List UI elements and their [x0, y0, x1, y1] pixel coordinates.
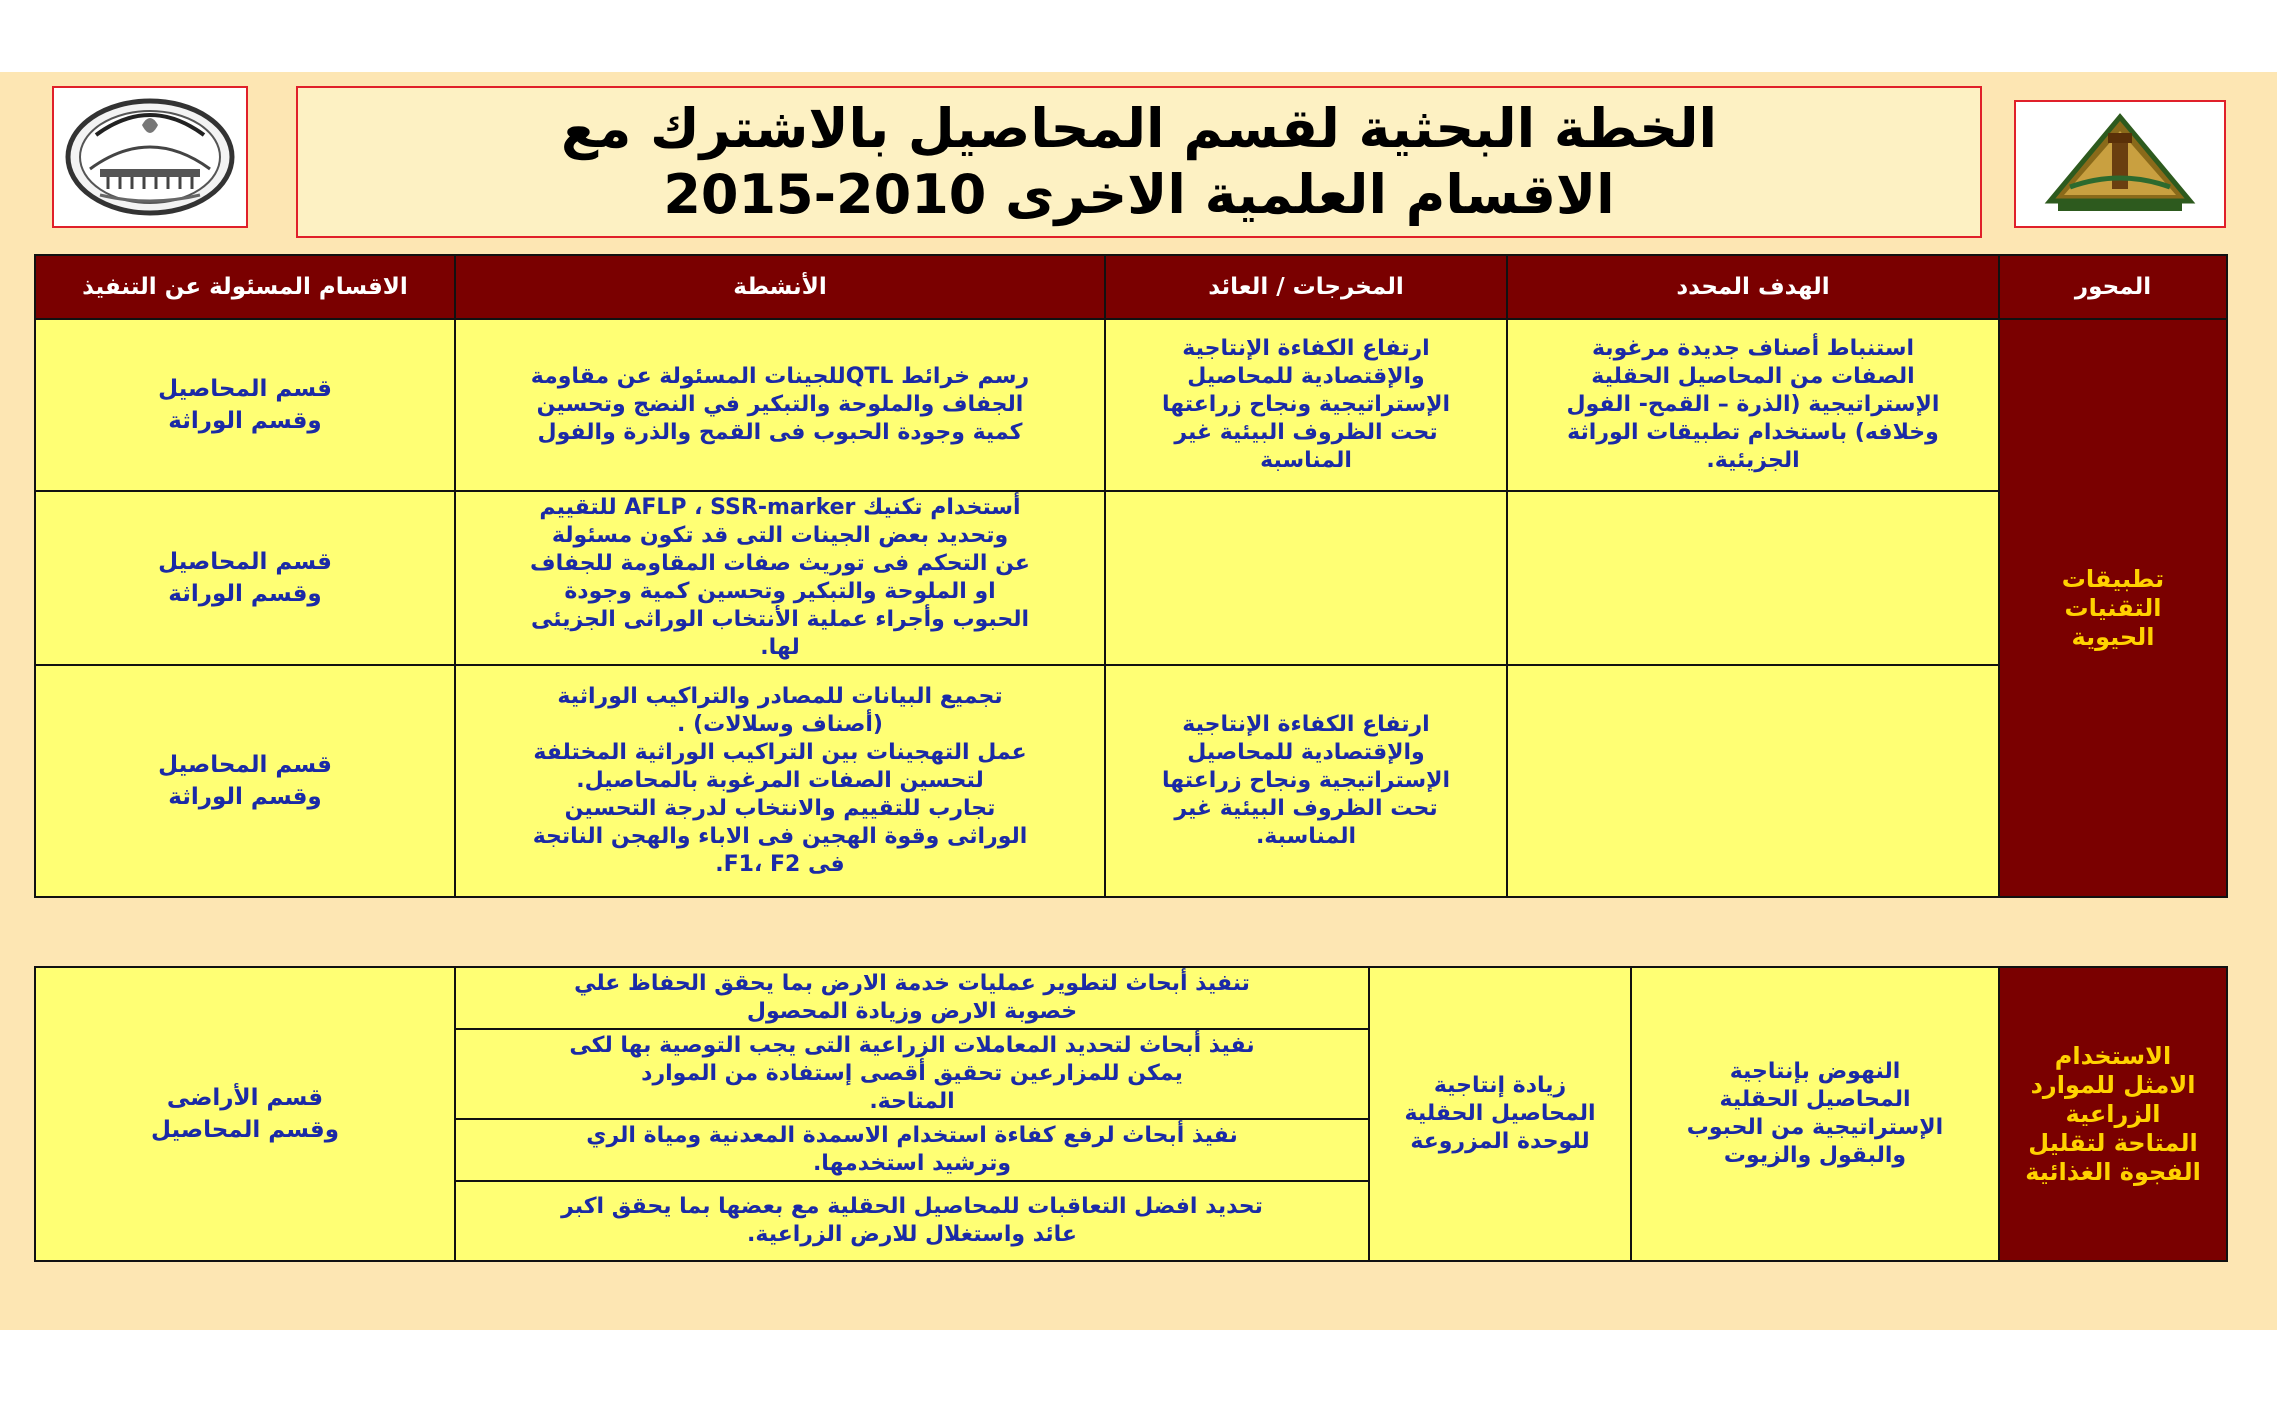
activities-cell: أستخدام تكنيك AFLP ، SSR-marker للتقييم وتحديد بعض الجينات التى قد تكون مسئولة عن التحكم فى توريث صفات المقاومة للجفاف او الملوحة والتبكير وتحسين كمية وجودة الحبوب وأجراء عملية الأنتخاب الوراثى الجزيئى لها.: [455, 491, 1105, 665]
title-line-2: الاقسام العلمية الاخرى 2010-2015: [663, 163, 1615, 226]
outputs-cell: ارتفاع الكفاءة الإنتاجية والإقتصادية للمحاصيل الإستراتيجية ونجاح زراعتها تحت الظروف البيئية غير المناسبة.: [1105, 665, 1507, 897]
outputs-cell: [1105, 491, 1507, 665]
activities-cell: تنفيذ أبحاث لتطوير عمليات خدمة الارض بما يحقق الحفاظ علي خصوبة الارض وزيادة المحصول: [455, 967, 1369, 1029]
table-row: [35, 491, 2227, 665]
header-axis: المحور: [1999, 255, 2227, 319]
activities-cell: تحديد افضل التعاقبات للمحاصيل الحقلية مع بعضها بما يحقق اكبر عائد واستغلال للارض الزراعية.: [455, 1181, 1369, 1261]
departments-cell: قسم المحاصيل وقسم الوراثة: [35, 319, 455, 491]
table-header-row: [35, 255, 2227, 319]
axis-cell: الاستخدام الامثل للموارد الزراعية المتاحة لتقليل الفجوة الغذائية: [1999, 967, 2227, 1261]
header-outputs: المخرجات / العائد: [1105, 255, 1507, 319]
goal-cell: النهوض بإنتاجية المحاصيل الحقلية الإستراتيجية من الحبوب والبقول والزيوت: [1631, 967, 1999, 1261]
goal-cell-empty: [1507, 665, 1999, 897]
university-emblem-icon: [2040, 109, 2200, 219]
goal-cell-empty: [1507, 491, 1999, 665]
departments-cell: قسم الأراضى وقسم المحاصيل: [35, 967, 455, 1261]
departments-cell: قسم المحاصيل وقسم الوراثة: [35, 491, 455, 665]
axis-cell: تطبيقات التقنيات الحيوية: [1999, 319, 2227, 897]
biotech-plan-table: [34, 254, 2228, 898]
departments-cell: قسم المحاصيل وقسم الوراثة: [35, 665, 455, 897]
university-logo: [2014, 100, 2226, 228]
outputs-cell: ارتفاع الكفاءة الإنتاجية والإقتصادية للمحاصيل الإستراتيجية ونجاح زراعتها تحت الظروف البيئية غير المناسبة: [1105, 319, 1507, 491]
header-departments: الاقسام المسئولة عن التنفيذ: [35, 255, 455, 319]
activities-cell: نفيذ أبحاث لرفع كفاءة استخدام الاسمدة المعدنية ومياة الري وترشيد استخدمها.: [455, 1119, 1369, 1181]
table-row: [35, 665, 2227, 897]
goal-cell: استنباط أصناف جديدة مرغوبة الصفات من المحاصيل الحقلية الإستراتيجية (الذرة – القمح- الفول وخلافه) باستخدام تطبيقات الوراثة الجزيئية.: [1507, 319, 1999, 491]
outputs-cell: زيادة إنتاجية المحاصيل الحقلية للوحدة المزروعة: [1369, 967, 1631, 1261]
table-row: [35, 967, 2227, 1029]
header-activities: الأنشطة: [455, 255, 1105, 319]
resources-plan-table: [34, 966, 2228, 1262]
faculty-seal-icon: [60, 95, 240, 219]
faculty-logo: [52, 86, 248, 228]
table-row: [35, 319, 2227, 491]
activities-cell: رسم خرائط QTLللجينات المسئولة عن مقاومة الجفاف والملوحة والتبكير في النضج وتحسين كمية وجودة الحبوب فى القمح والذرة والفول: [455, 319, 1105, 491]
header-goal: الهدف المحدد: [1507, 255, 1999, 319]
activities-cell: نفيذ أبحاث لتحديد المعاملات الزراعية التى يجب التوصية بها لكى يمكن للمزارعين تحقيق أقصى إستفادة من الموارد المتاحة.: [455, 1029, 1369, 1119]
title-box: [296, 86, 1982, 238]
activities-cell: تجميع البيانات للمصادر والتراكيب الوراثية (أصناف وسلالات) . عمل التهجينات بين التراكيب الوراثية المختلفة لتحسين الصفات المرغوبة بالمحاصيل. تجارب للتقييم والانتخاب لدرجة التحسين الوراثى وقوة الهجين فى الاباء والهجن الناتجة فى F1، F2.: [455, 665, 1105, 897]
title-line-1: الخطة البحثية لقسم المحاصيل بالاشترك مع: [561, 97, 1717, 160]
